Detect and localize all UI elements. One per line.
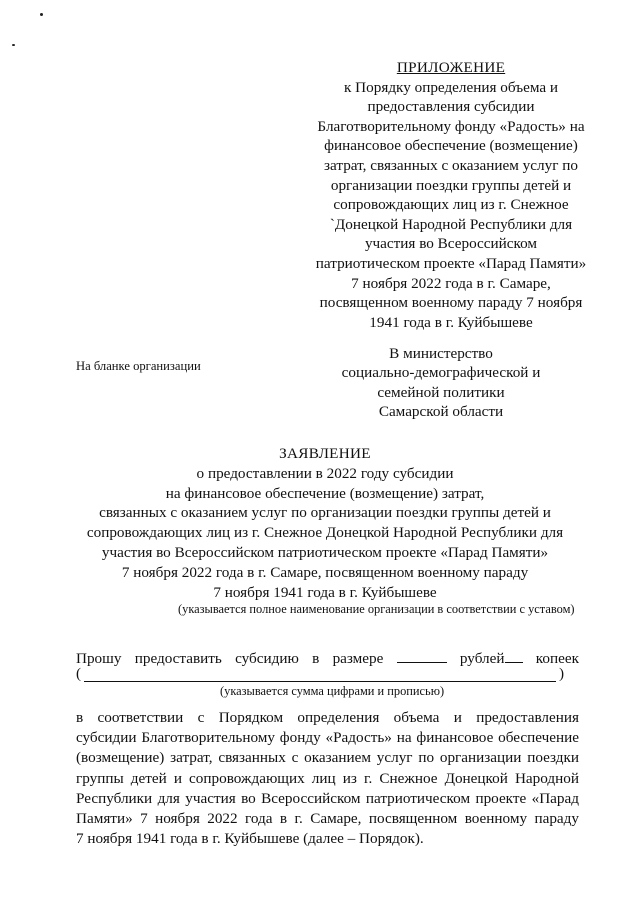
body-line: субсидии Благотворительному фонду «Радость» на финансовое обеспечение (76, 729, 579, 747)
amount-hint: (указывается сумма цифрами и прописью) (220, 684, 445, 698)
request-word: в (312, 650, 320, 667)
statement-line: участия во Всероссийском патриотическом проекте «Парад Памяти» (101, 543, 549, 561)
request-word: предоставить (134, 650, 222, 667)
body-line: группы детей и сопровождающих лиц из г. Снежное Донецкой Народной (76, 769, 579, 787)
statement-line: сопровождающих лиц из г. Снежное Донецкой Народной Республики для (86, 524, 564, 542)
amount-kopecks-blank[interactable] (505, 648, 523, 663)
body-line: 7 ноября 1941 года в г. Куйбышеве (далее – Порядок). (76, 830, 424, 848)
appendix-line: 1941 года в г. Куйбышеве (369, 313, 533, 331)
body-line: (возмещение) затрат, связанных с оказанием услуг по организации поездки (76, 749, 579, 767)
rubles-label: рублей (459, 650, 505, 667)
body-line: Республики для участия во Всероссийском патриотическом проекте «Парад (76, 789, 579, 807)
appendix-line: предоставления субсидии (367, 98, 535, 116)
letterhead-note: На бланке организации (76, 359, 201, 373)
appendix-line: финансовое обеспечение (возмещение) (324, 137, 578, 155)
body-line: в соответствии с Порядком определения объема и предоставления (76, 709, 579, 726)
kopecks-label: копеек (535, 650, 579, 667)
statement-line: 7 ноября 2022 года в г. Самаре, посвященном военному параду (121, 563, 529, 581)
amount-rubles-blank[interactable] (397, 648, 447, 663)
statement-line: 7 ноября 1941 года в г. Куйбышеве (213, 583, 437, 601)
appendix-title: ПРИЛОЖЕНИЕ (396, 59, 506, 76)
addressee-line: социально-демографической и (341, 364, 541, 382)
appendix-line: 7 ноября 2022 года в г. Самаре, (351, 274, 551, 292)
body-line: Памяти» 7 ноября 2022 года в г. Самаре, посвященном военному параду (76, 810, 579, 828)
statement-heading (70, 444, 580, 602)
amount-in-words-field[interactable] (76, 665, 564, 685)
scan-speck (12, 44, 15, 46)
addressee-line: Самарской области (378, 403, 504, 421)
appendix-line: участия во Всероссийском (364, 235, 538, 253)
request-word: субсидию (235, 650, 299, 667)
appendix-line: патриотическом проекте «Парад Памяти» (315, 254, 587, 272)
org-name-hint: (указывается полное наименование организации в соответствии с уставом) (178, 602, 575, 616)
addressee-line: В министерство (389, 345, 493, 362)
request-word: Прошу (76, 650, 122, 667)
statement-line: о предоставлении в 2022 году субсидии (196, 464, 454, 482)
appendix-line: `Донецкой Народной Республики для (329, 215, 573, 233)
appendix-line: Благотворительному фонду «Радость» на (317, 117, 585, 135)
appendix-line: посвященном военному параду 7 ноября (319, 294, 583, 312)
open-bracket: ( (76, 665, 82, 682)
appendix-line: к Порядку определения объема и (344, 78, 558, 96)
addressee-line: семейной политики (377, 383, 505, 401)
request-word: размере (332, 650, 384, 667)
appendix-line: организации поездки группы детей и (330, 176, 572, 194)
close-bracket: ) (558, 665, 564, 682)
appendix-line: сопровождающих лиц из г. Снежное (333, 196, 569, 214)
body-paragraph (76, 708, 579, 849)
statement-line: связанных с оказанием услуг по организации поездки группы детей и (99, 504, 551, 522)
appendix-line: затрат, связанных с оказанием услуг по (324, 156, 578, 174)
addressee-block (330, 344, 552, 422)
statement-line: на финансовое обеспечение (возмещение) затрат, (165, 484, 485, 502)
appendix-block (296, 58, 606, 332)
amount-in-words-line (84, 681, 556, 682)
scan-speck (40, 13, 43, 16)
statement-title: ЗАЯВЛЕНИЕ (279, 445, 371, 462)
